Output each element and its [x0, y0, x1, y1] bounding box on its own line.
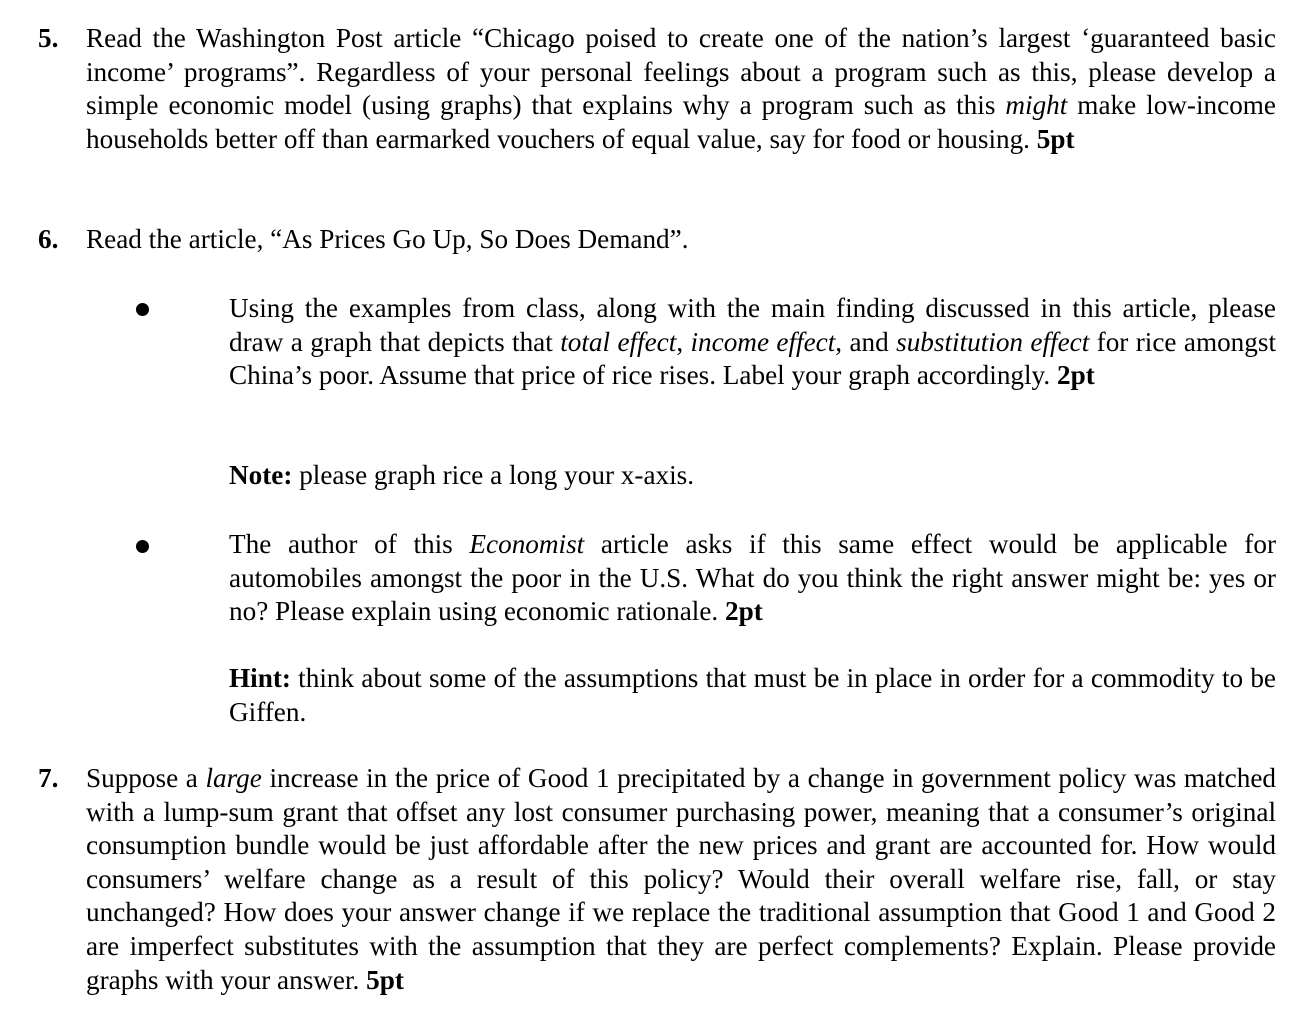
question-5-emphasis-might: might	[1005, 90, 1068, 121]
hint-text: think about some of the assumptions that must be in place in order for a commodity to be Giffen.	[229, 663, 1276, 727]
note-text: please graph rice a long your x-axis.	[292, 460, 695, 490]
question-7-emphasis-large: large	[205, 763, 262, 793]
question-5-number: 5.	[38, 23, 59, 53]
question-5-text	[86, 22, 1276, 156]
bullet-2-text-part2: article asks if this same effect would be applicable for automobiles amongst the poor in the U.S. What do you think the right answer might be: yes or no? Please explain using economic rationale.	[229, 529, 1276, 627]
question-6-note	[229, 459, 1276, 493]
question-6-bullet-1	[229, 292, 1276, 393]
note-label: Note:	[229, 460, 293, 490]
term-substitution-effect: substitution effect	[896, 326, 1090, 357]
bullet-1-text-part2: for rice amongst China’s poor. Assume that price of rice rises. Label your graph accordingly.	[229, 326, 1277, 391]
bullet-marker-1	[136, 303, 154, 321]
term-income-effect: income effect	[690, 326, 836, 357]
bullet-2-points: 2pt	[725, 596, 763, 627]
question-7-number: 7.	[38, 763, 59, 793]
question-5-points: 5pt	[1036, 123, 1075, 154]
hint-label: Hint:	[229, 663, 291, 693]
publication-name: Economist	[469, 529, 585, 559]
question-6-number: 6.	[38, 224, 59, 254]
bullet-2-text-part1: The author of this	[229, 529, 470, 559]
bullet-1-sep2: , and	[835, 326, 897, 357]
question-6-bullet-2	[229, 528, 1276, 629]
question-5-text-part2: make low-income households better off than earmarked vouchers of equal value, say for food or housing.	[86, 90, 1277, 154]
question-7	[38, 762, 1276, 997]
question-6-hint	[229, 662, 1276, 729]
bullet-marker-2	[136, 540, 154, 558]
question-7-text-part1: Suppose a	[86, 763, 206, 793]
bullet-dot-icon	[136, 540, 149, 553]
bullet-1-text-part1: Using the examples from class, along with the main finding discussed in this article, please draw a graph that depicts that	[229, 293, 1276, 357]
term-total-effect: total effect	[560, 326, 677, 357]
question-7-text	[86, 762, 1276, 997]
bullet-1-points: 2pt	[1056, 360, 1095, 391]
question-7-text-part2: increase in the price of Good 1 precipitated by a change in government policy was matched with a lump-sum grant that offset any lost consumer purchasing power, meaning that a consumer’s original consumption bundle would be just affordable after the new prices and grant are accounted for. How would consumers’ welfare change as a result of this policy? Would their overall welfare rise, fall, or stay unchanged? How does your answer change if we replace the traditional assumption that Good 1 and Good 2 are imperfect substitutes with the assumption that they are perfect complements? Explain. Please provide graphs with your answer.	[86, 763, 1276, 995]
question-5-text-part1: Read the Washington Post article “Chicago poised to create one of the nation’s largest ‘guaranteed basic income’ programs”. Regardless of your personal feelings about a program such as this, please develop a simple economic model (using graphs) that explains why a program such as this	[86, 23, 1276, 121]
question-5	[38, 22, 1276, 156]
question-7-points: 5pt	[366, 964, 404, 995]
bullet-1-sep1: ,	[676, 326, 691, 357]
bullet-dot-icon	[136, 303, 149, 316]
question-6-intro: Read the article, “As Prices Go Up, So Does Demand”.	[86, 224, 689, 254]
question-6	[38, 223, 1276, 257]
